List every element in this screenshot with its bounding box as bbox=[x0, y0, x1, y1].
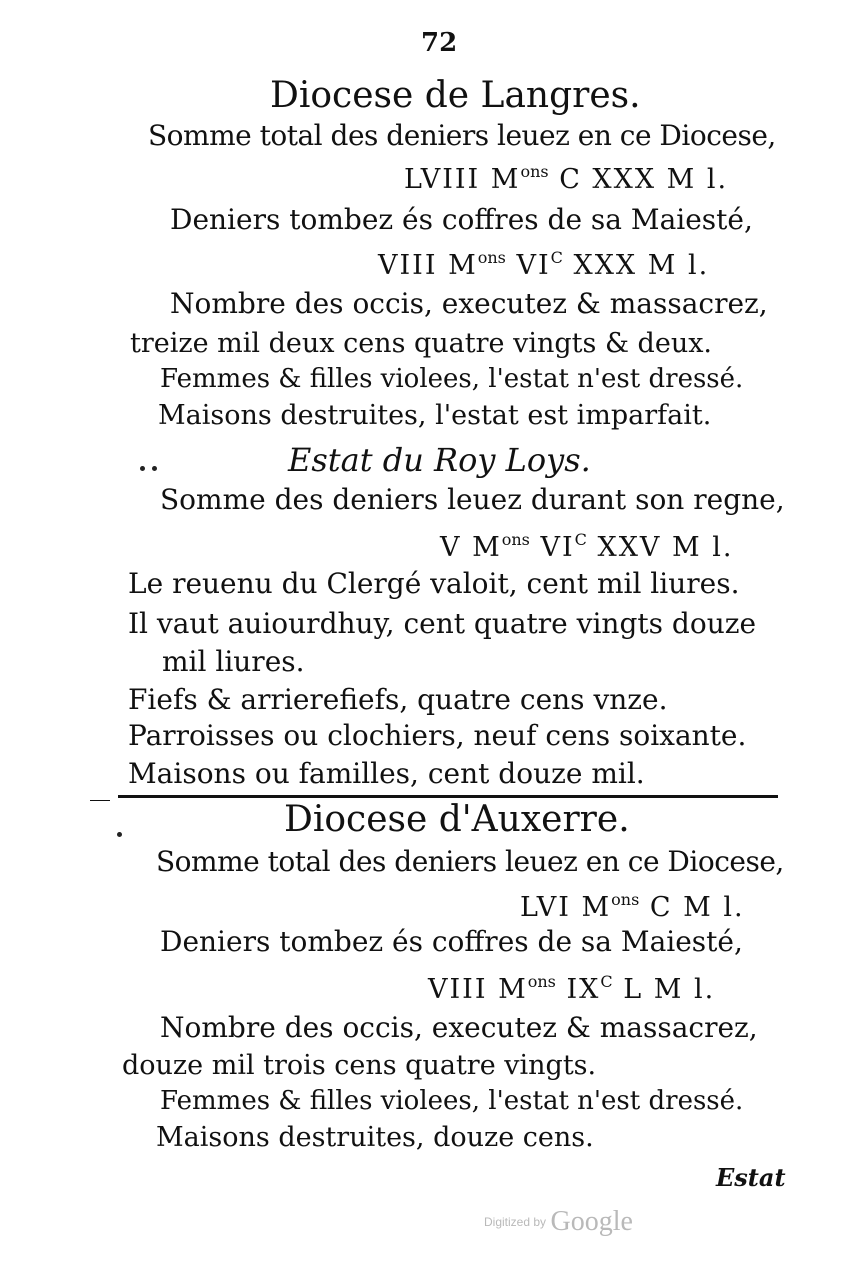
roy-amount-somme bbox=[440, 532, 733, 561]
amount-sup: ons bbox=[527, 972, 556, 991]
ink-speck bbox=[140, 466, 145, 471]
section-title-auxerre: Diocese d'Auxerre. bbox=[284, 799, 630, 840]
page-number: 72 bbox=[421, 28, 458, 58]
amount-part: LVI M bbox=[520, 892, 612, 923]
catchword: Estat bbox=[716, 1163, 786, 1192]
section-title-roy: Estat du Roy Loys. bbox=[288, 441, 591, 479]
langres-line-treize: treize mil deux cens quatre vingts & deux. bbox=[130, 328, 713, 359]
roy-line-fiefs: Fiefs & arrierefiefs, quatre cens vnze. bbox=[128, 683, 668, 716]
langres-line-coffres: Deniers tombez és coffres de sa Maiesté, bbox=[170, 203, 753, 236]
amount-part: XXV M l. bbox=[586, 532, 734, 563]
amount-part: XXX M l. bbox=[562, 250, 710, 281]
auxerre-amount-coffres bbox=[428, 974, 715, 1003]
amount-sup: C bbox=[550, 248, 563, 267]
amount-sup: ons bbox=[477, 248, 506, 267]
auxerre-amount-total bbox=[520, 892, 745, 921]
langres-line-femmes: Femmes & filles violees, l'estat n'est dressé. bbox=[160, 364, 744, 394]
langres-line-maisons: Maisons destruites, l'estat est imparfait. bbox=[158, 400, 712, 431]
watermark-brand: Google bbox=[550, 1206, 633, 1237]
roy-line-milliures: mil liures. bbox=[162, 645, 305, 678]
auxerre-line-femmes: Femmes & filles violees, l'estat n'est dressé. bbox=[160, 1086, 744, 1116]
amount-sup: ons bbox=[520, 162, 549, 181]
amount-part: V M bbox=[440, 532, 502, 563]
amount-part: C M l. bbox=[639, 892, 745, 923]
roy-line-reuenu: Le reuenu du Clergé valoit, cent mil liures. bbox=[128, 567, 740, 600]
amount-part: VIII M bbox=[378, 250, 478, 281]
digitized-watermark bbox=[484, 1206, 633, 1238]
roy-line-familles: Maisons ou familles, cent douze mil. bbox=[128, 757, 645, 790]
amount-part: C XXX M l. bbox=[548, 164, 729, 195]
amount-part: VI bbox=[505, 250, 551, 281]
auxerre-line-occis: Nombre des occis, executez & massacrez, bbox=[160, 1011, 758, 1044]
ink-speck bbox=[117, 832, 122, 837]
roy-line-parroisses: Parroisses ou clochiers, neuf cens soixante. bbox=[128, 719, 747, 752]
amount-sup: C bbox=[574, 530, 587, 549]
auxerre-line-maisons: Maisons destruites, douze cens. bbox=[156, 1122, 594, 1153]
amount-sup: C bbox=[600, 972, 613, 991]
amount-part: LVIII M bbox=[404, 164, 521, 195]
section-divider bbox=[118, 795, 778, 798]
watermark-prefix: Digitized by bbox=[484, 1215, 547, 1229]
langres-line-total: Somme total des deniers leuez en ce Diocese, bbox=[148, 119, 776, 152]
section-divider-dash bbox=[90, 800, 110, 801]
section-title-langres: Diocese de Langres. bbox=[270, 75, 641, 116]
ink-speck bbox=[152, 466, 157, 471]
amount-part: VI bbox=[529, 532, 575, 563]
roy-line-somme: Somme des deniers leuez durant son regne, bbox=[160, 483, 785, 516]
roy-line-vaut: Il vaut auiourdhuy, cent quatre vingts douze bbox=[128, 607, 757, 640]
auxerre-line-coffres: Deniers tombez és coffres de sa Maiesté, bbox=[160, 925, 743, 958]
langres-amount-total bbox=[404, 164, 728, 193]
langres-line-occis: Nombre des occis, executez & massacrez, bbox=[170, 287, 768, 320]
amount-part: L M l. bbox=[612, 974, 716, 1005]
amount-part: IX bbox=[555, 974, 601, 1005]
langres-amount-coffres bbox=[378, 250, 709, 279]
amount-sup: ons bbox=[501, 530, 530, 549]
amount-part: VIII M bbox=[428, 974, 528, 1005]
auxerre-line-total: Somme total des deniers leuez en ce Diocese, bbox=[156, 845, 784, 878]
auxerre-line-douze: douze mil trois cens quatre vingts. bbox=[122, 1050, 597, 1081]
amount-sup: ons bbox=[611, 890, 640, 909]
